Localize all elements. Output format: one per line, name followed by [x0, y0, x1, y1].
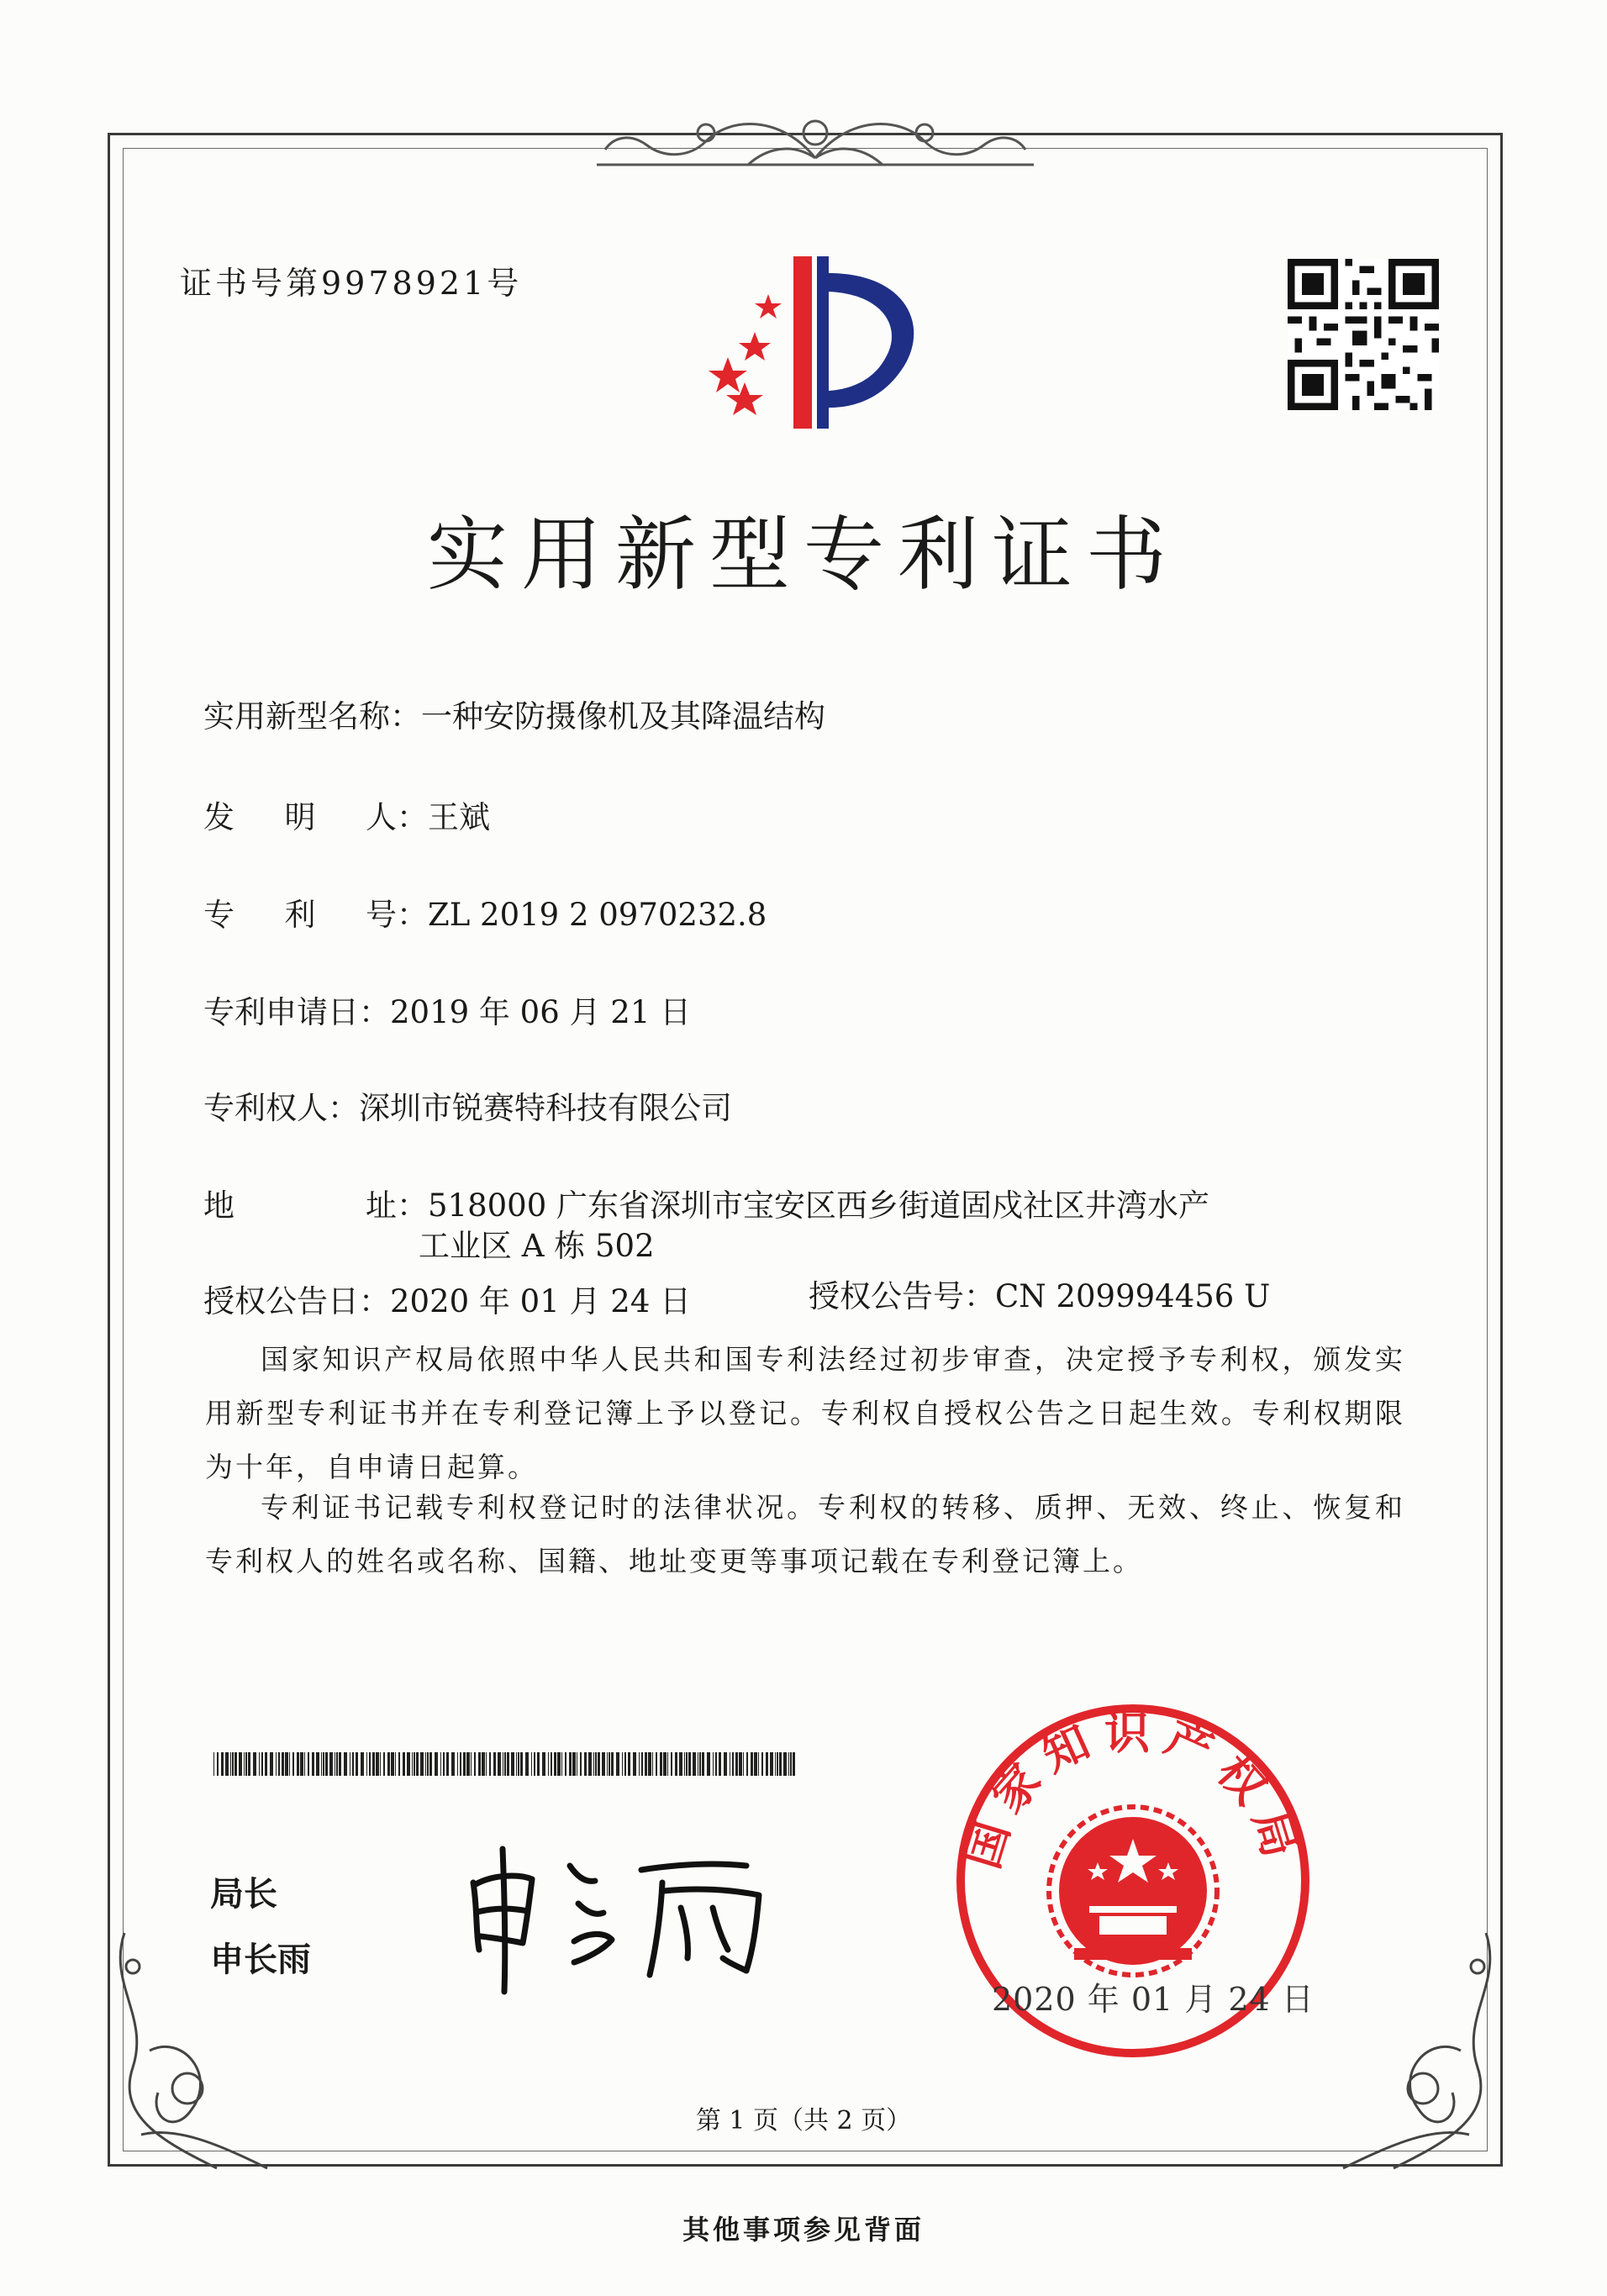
patent-number-colon: ：	[397, 897, 428, 933]
utility-model-name-value: 一种安防摄像机及其降温结构	[421, 698, 825, 735]
bottom-right-corner-ornament-icon	[1293, 1916, 1511, 2185]
inventor-label: 发明人	[203, 799, 397, 835]
page-number: 第 1 页（共 2 页）	[695, 2106, 912, 2135]
address-row	[203, 1180, 1209, 1225]
address-value-line1: 518000 广东省深圳市宝安区西乡街道固戍社区井湾水产	[428, 1187, 1210, 1224]
filing-date-row	[203, 987, 691, 1032]
qr-code-icon	[1288, 259, 1439, 410]
inventor-colon: ：	[397, 799, 428, 835]
certificate-number: 证书号第9978921号	[180, 265, 523, 302]
address-colon: ：	[397, 1187, 428, 1224]
seal-date: 2020 年 01 月 24 日	[992, 1981, 1315, 2018]
patent-number-row	[203, 889, 767, 935]
patentee-label: 专利权人：	[203, 1090, 359, 1126]
patent-number-value: ZL 2019 2 0970232.8	[428, 897, 767, 933]
grant-statement-paragraph: 国家知识产权局依照中华人民共和国专利法经过初步审查，决定授予专利权，颁发实用新型专利证书并在专利登记簿上予以登记。专利权自授权公告之日起生效。专利权期限为十年，自申请日起算。	[205, 1343, 1405, 1483]
legal-status-paragraph: 专利证书记载专利权登记时的法律状况。专利权的转移、质押、无效、终止、恢复和专利权人的姓名或名称、国籍、地址变更等事项记载在专利登记簿上。	[205, 1491, 1405, 1577]
grant-publication-number-row	[809, 1271, 1270, 1316]
inventor-value: 王斌	[428, 799, 490, 835]
grant-publication-number-label: 授权公告号：	[809, 1278, 995, 1314]
patentee-row	[203, 1082, 732, 1128]
filing-date-value: 2019 年 06 月 21 日	[390, 994, 692, 1030]
utility-model-name-row	[203, 691, 825, 736]
top-ornament-icon	[580, 99, 1051, 183]
grant-date-row	[203, 1276, 691, 1321]
certificate-title: 实用新型专利证书	[427, 508, 1180, 602]
director-name: 申长雨	[210, 1941, 311, 1979]
grant-publication-number-value: CN 209994456 U	[995, 1278, 1271, 1314]
director-signature-icon	[461, 1832, 814, 2000]
address-value-line2: 工业区 A 栋 502	[419, 1228, 655, 1264]
patent-number-label: 专利号	[203, 897, 397, 933]
address-label: 地址	[203, 1187, 397, 1224]
seal-text: 国家知识产权局	[956, 1706, 1310, 1875]
grant-date-value: 2020 年 01 月 24 日	[390, 1283, 692, 1319]
director-title: 局长	[210, 1875, 277, 1914]
patentee-value: 深圳市锐赛特科技有限公司	[359, 1090, 732, 1126]
utility-model-name-label: 实用新型名称：	[203, 698, 421, 735]
footer-note: 其他事项参见背面	[682, 2214, 925, 2246]
cnipa-logo-icon	[694, 248, 946, 433]
barcode-icon	[213, 1752, 802, 1776]
grant-date-label: 授权公告日：	[203, 1283, 390, 1319]
inventor-row	[203, 792, 490, 837]
filing-date-label: 专利申请日：	[203, 994, 390, 1030]
